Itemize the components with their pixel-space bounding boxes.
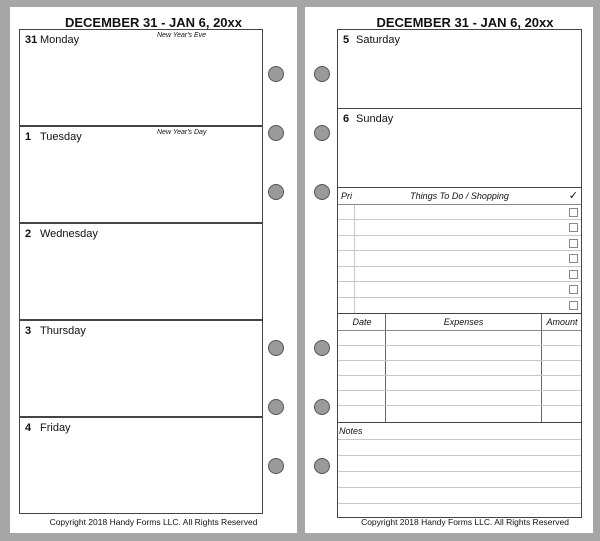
day-name: Monday xyxy=(40,34,80,46)
left-planner-page xyxy=(10,7,297,533)
binder-hole-icon xyxy=(314,340,330,356)
binder-hole-icon xyxy=(268,66,284,82)
todo-checkbox[interactable] xyxy=(569,270,578,279)
expenses-section xyxy=(337,313,582,423)
expense-line xyxy=(338,405,581,406)
todo-line xyxy=(338,266,581,267)
day-box-saturday[interactable] xyxy=(337,29,582,109)
day-number: 1 xyxy=(25,131,32,143)
todo-checkbox[interactable] xyxy=(569,208,578,217)
right-planner-page xyxy=(305,7,593,533)
notes-line xyxy=(338,487,581,488)
day-box-monday[interactable] xyxy=(19,29,263,126)
notes-line xyxy=(338,471,581,472)
expense-line xyxy=(338,375,581,376)
todo-line xyxy=(338,235,581,236)
expenses-column-header: Expenses xyxy=(443,317,484,327)
todo-title: Things To Do / Shopping xyxy=(410,191,509,201)
todo-header-rule xyxy=(338,204,581,205)
notes-label: Notes xyxy=(339,426,363,436)
binder-hole-icon xyxy=(268,125,284,141)
expense-line xyxy=(338,345,581,346)
todo-checkbox[interactable] xyxy=(569,254,578,263)
page-header: DECEMBER 31 - JAN 6, 20xx xyxy=(64,15,242,30)
todo-checkbox[interactable] xyxy=(569,301,578,310)
day-name: Saturday xyxy=(356,34,401,46)
day-name: Tuesday xyxy=(40,131,82,143)
day-box-tuesday[interactable] xyxy=(19,126,263,223)
notes-section[interactable] xyxy=(337,422,582,518)
priority-header: Pri xyxy=(341,191,352,201)
day-box-wednesday[interactable] xyxy=(19,223,263,320)
todo-checkbox[interactable] xyxy=(569,285,578,294)
day-box-friday[interactable] xyxy=(19,417,263,514)
todo-checkbox[interactable] xyxy=(569,223,578,232)
checkmark-icon: ✓ xyxy=(568,190,578,202)
todo-line xyxy=(338,281,581,282)
page-header: DECEMBER 31 - JAN 6, 20xx xyxy=(376,15,554,30)
binder-hole-icon xyxy=(314,66,330,82)
binder-hole-icon xyxy=(314,458,330,474)
todo-section xyxy=(337,187,582,314)
binder-hole-icon xyxy=(268,399,284,415)
day-name: Wednesday xyxy=(40,228,98,240)
todo-checkbox[interactable] xyxy=(569,239,578,248)
binder-hole-icon xyxy=(268,458,284,474)
day-number: 5 xyxy=(343,34,350,46)
day-name: Friday xyxy=(40,422,71,434)
binder-hole-icon xyxy=(314,184,330,200)
date-column-header: Date xyxy=(352,317,372,327)
day-number: 3 xyxy=(25,325,32,337)
expense-line xyxy=(338,360,581,361)
day-number: 6 xyxy=(343,113,350,125)
day-name: Thursday xyxy=(40,325,86,337)
binder-hole-icon xyxy=(314,399,330,415)
day-box-thursday[interactable] xyxy=(19,320,263,417)
binder-hole-icon xyxy=(314,125,330,141)
copyright-footer: Copyright 2018 Handy Forms LLC. All Rights Reserved xyxy=(361,517,569,527)
day-number: 2 xyxy=(25,228,32,240)
notes-line xyxy=(338,503,581,504)
todo-line xyxy=(338,219,581,220)
holiday-label: New Year's Eve xyxy=(157,32,207,39)
day-number: 4 xyxy=(25,422,32,434)
holiday-label: New Year's Day xyxy=(157,129,207,136)
binder-hole-icon xyxy=(268,184,284,200)
copyright-footer: Copyright 2018 Handy Forms LLC. All Rights Reserved xyxy=(49,517,258,527)
binder-hole-icon xyxy=(268,340,284,356)
expenses-header-rule xyxy=(338,330,581,331)
day-number: 31 xyxy=(25,34,38,46)
expense-line xyxy=(338,390,581,391)
notes-line xyxy=(338,439,581,440)
todo-line xyxy=(338,250,581,251)
day-name: Sunday xyxy=(356,113,394,125)
todo-line xyxy=(338,297,581,298)
day-box-sunday[interactable] xyxy=(337,108,582,188)
notes-line xyxy=(338,455,581,456)
amount-column-header: Amount xyxy=(546,317,578,327)
